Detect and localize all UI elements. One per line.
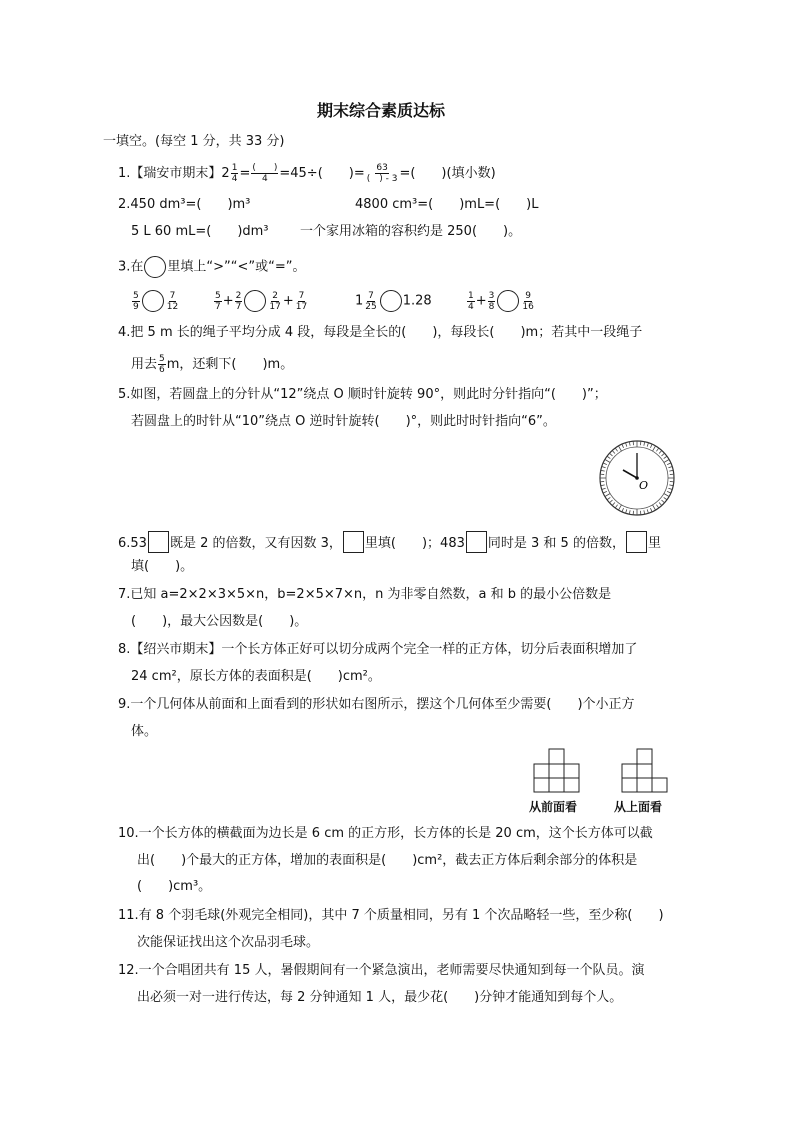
clock-tick bbox=[668, 488, 672, 489]
q7-line-2: ( )，最大公因数是( )。 bbox=[131, 614, 308, 629]
clock-tick bbox=[668, 467, 672, 468]
q2-part-c: 5 L 60 mL=( )dm³ bbox=[131, 224, 269, 239]
q7-line-1: 7.已知 a=2×2×3×5×n，b=2×5×7×n，n 为非零自然数，a 和 b 的最小公倍数是 bbox=[118, 587, 612, 602]
clock-tick bbox=[602, 488, 606, 489]
answer-box[interactable] bbox=[466, 531, 487, 553]
clock-tick bbox=[656, 505, 658, 508]
q8-line-1: 8.【绍兴市期末】一个长方体正好可以切分成两个完全一样的正方体，切分后表面积增加了 bbox=[118, 642, 638, 657]
q2-part-d: 一个家用冰箱的容积约是 250( )。 bbox=[300, 224, 522, 239]
q4-line-2: 用去 $\frac{5}{6}$ m，还剩下( )m。 bbox=[131, 354, 294, 375]
q3-item-4: $\frac{1}{4}$ + $\frac{3}{8}$ $\frac{9}{16}$ bbox=[468, 290, 534, 312]
answer-circle[interactable] bbox=[497, 290, 519, 312]
clock-tick bbox=[626, 509, 627, 513]
question-3: 3.在 里填上“>”“<”或“=”。 bbox=[118, 256, 306, 278]
q8-line-2: 24 cm²，原长方体的表面积是( )cm²。 bbox=[131, 669, 381, 684]
q1-tag: 【瑞安市期末】 bbox=[130, 166, 222, 181]
clock-tick bbox=[667, 463, 671, 465]
q1-fraction-1: $\frac{1}{4}$ bbox=[231, 163, 238, 184]
q6-line-2: 填( )。 bbox=[131, 559, 194, 574]
clock-tick bbox=[647, 443, 648, 447]
clock-tick bbox=[647, 509, 648, 513]
clock-tick bbox=[656, 448, 658, 451]
question-1: 1.【瑞安市期末】2 $\frac{1}{4}$ = $\frac{( )}{4}$ =45÷( )= $\frac{63}{( ) - 3}$ =( )(填小数) bbox=[118, 163, 496, 184]
q12-line-1: 12.一个合唱团共有 15 人，暑假期间有一个紧急演出，老师需要尽快通知到每一个队员。演 bbox=[118, 963, 645, 978]
q1-fraction-3: $\frac{63}{( ) - 3}$ bbox=[366, 163, 398, 184]
clock-tick bbox=[629, 510, 630, 514]
answer-circle[interactable] bbox=[244, 290, 266, 312]
clock-tick bbox=[664, 497, 667, 499]
q9-line-1: 9.一个几何体从前面和上面看到的形状如右图所示，摆这个几何体至少需要( )个小正方 bbox=[118, 697, 635, 712]
clock-tick bbox=[662, 453, 665, 456]
clock-tick bbox=[612, 451, 615, 454]
q11-line-1: 11.有 8 个羽毛球(外观完全相同)，其中 7 个质量相同，另有 1 个次品略轻一些，至少称( ) bbox=[118, 908, 664, 923]
clock-tick bbox=[619, 505, 622, 510]
clock-tick bbox=[650, 444, 652, 448]
q2-part-a: 2.450 dm³=( )m³ bbox=[118, 197, 251, 212]
clock-tick bbox=[644, 442, 645, 446]
clock-tick bbox=[644, 510, 645, 514]
clock-tick bbox=[610, 500, 613, 503]
clock-tick bbox=[622, 444, 624, 448]
q1-number: 1. bbox=[118, 166, 131, 181]
clock-tick bbox=[605, 460, 610, 463]
q11-line-2: 次能保证找出这个次品羽毛球。 bbox=[137, 935, 320, 950]
answer-box[interactable] bbox=[148, 531, 169, 553]
clock-tick bbox=[610, 453, 613, 456]
clock-tick bbox=[612, 503, 615, 506]
clock-tick bbox=[603, 463, 607, 465]
clock-center-label: O bbox=[639, 479, 649, 492]
clock-tick bbox=[667, 491, 671, 493]
clock-tick bbox=[607, 456, 610, 458]
q1-whole: 2 bbox=[221, 166, 230, 181]
q9-line-2: 体。 bbox=[131, 724, 158, 739]
compare-circle bbox=[144, 256, 166, 278]
clock-tick bbox=[650, 508, 652, 512]
q10-line-1: 10.一个长方体的横截面为边长是 6 cm 的正方形，长方体的长是 20 cm，这个长方体可以截 bbox=[118, 826, 653, 841]
clock-tick bbox=[664, 456, 667, 458]
clock-tick bbox=[619, 446, 622, 451]
q12-line-2: 出必须一对一进行传达，每 2 分钟通知 1 人，最少花( )分钟才能通知到每个人。 bbox=[137, 990, 623, 1005]
q5-line-2: 若圆盘上的时针从“10”绕点 O 逆时针旋转( )°，则此时时针指向“6”。 bbox=[131, 414, 556, 429]
top-view-caption: 从上面看 bbox=[614, 800, 663, 814]
clock-tick bbox=[603, 491, 607, 493]
answer-circle[interactable] bbox=[142, 290, 164, 312]
q1-fraction-2: $\frac{( )}{4}$ bbox=[252, 163, 278, 184]
front-view-caption: 从前面看 bbox=[529, 800, 578, 814]
clock-tick bbox=[626, 443, 627, 447]
section-heading: 一填空。(每空 1 分，共 33 分) bbox=[103, 134, 285, 149]
top-view-figure bbox=[621, 748, 671, 794]
clock-tick bbox=[659, 503, 662, 506]
clock-tick bbox=[615, 505, 617, 508]
clock-figure bbox=[598, 439, 676, 517]
q3-item-2: $\frac{5}{7}$ + $\frac{2}{7}$ $\frac{2}{17}$ + $\frac{7}{17}$ bbox=[215, 290, 308, 312]
q10-line-3: ( )cm³。 bbox=[137, 879, 212, 894]
page-title: 期末综合素质达标 bbox=[317, 101, 446, 120]
clock-tick bbox=[669, 470, 673, 471]
clock-tick bbox=[629, 442, 630, 446]
q10-line-2: 出( )个最大的正方体，增加的表面积是( )cm²，截去正方体后剩余部分的体积是 bbox=[137, 853, 638, 868]
q4-line-1: 4.把 5 m 长的绳子平均分成 4 段，每段是全长的( )，每段长( )m；若其中一段绳子 bbox=[118, 325, 643, 340]
clock-tick bbox=[601, 485, 605, 486]
clock-tick bbox=[669, 485, 673, 486]
front-view-figure bbox=[533, 748, 583, 794]
clock-tick bbox=[659, 451, 662, 454]
clock-tick bbox=[662, 500, 665, 503]
q3-item-3: 1 $\frac{7}{25}$ 1.28 bbox=[355, 290, 432, 312]
q6-line-1: 6.53 既是 2 的倍数，又有因数 3， 里填( )；483 同时是 3 和 5 的倍数， 里 bbox=[118, 531, 661, 553]
clock-tick bbox=[601, 470, 605, 471]
clock-tick bbox=[653, 446, 656, 451]
clock-tick bbox=[605, 494, 610, 497]
clock-tick bbox=[622, 508, 624, 512]
clock-tick bbox=[607, 497, 610, 499]
clock-tick bbox=[653, 505, 656, 510]
clock-tick bbox=[664, 494, 669, 497]
answer-box[interactable] bbox=[343, 531, 364, 553]
clock-tick bbox=[615, 448, 617, 451]
clock-tick bbox=[664, 460, 669, 463]
clock-tick bbox=[602, 467, 606, 468]
q2-part-b: 4800 cm³=( )mL=( )L bbox=[355, 197, 539, 212]
answer-circle[interactable] bbox=[380, 290, 402, 312]
answer-box[interactable] bbox=[626, 531, 647, 553]
q3-item-1: $\frac{5}{9}$ $\frac{7}{12}$ bbox=[133, 290, 179, 312]
q5-line-1: 5.如图，若圆盘上的分针从“12”绕点 O 顺时针旋转 90°，则此时分针指向“( )”； bbox=[118, 387, 607, 402]
